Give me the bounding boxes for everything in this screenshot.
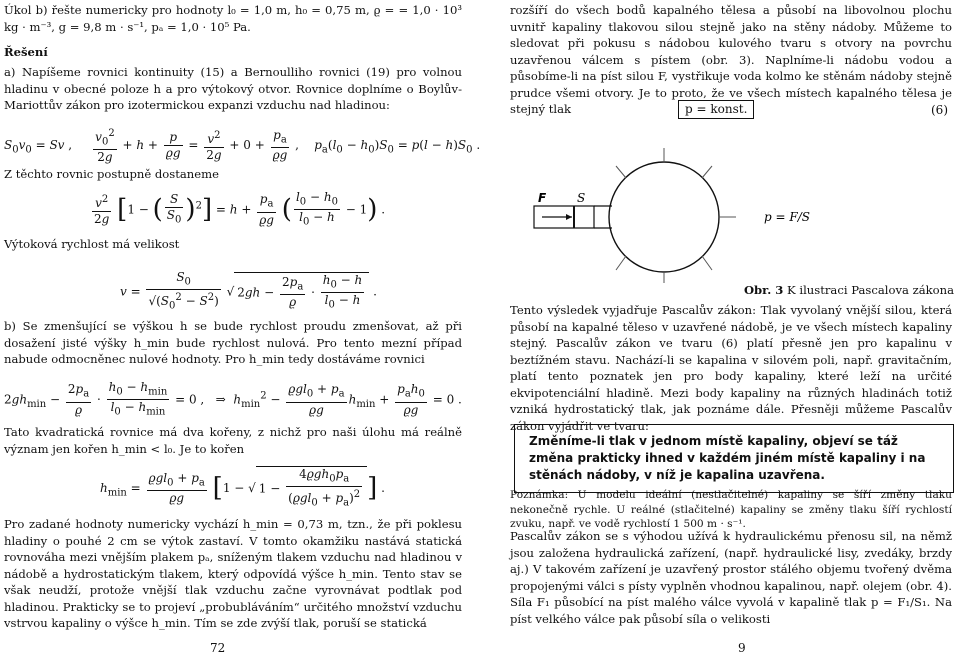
paragraph-a-text: a) Napíšeme rovnici kontinuity (15) a Bernoulliho rovnici (19) pro volnou hladinu v obecné poloze h a pro výtokový otvor. Rovnice doplníme o Boylův-Mariottův zákon pro izotermickou expanzi vzduchu nad hladinou: [4,65,462,112]
figure-caption-text: K ilustraci Pascalova zákona [787,283,954,297]
pascal-equation-box [678,100,754,119]
label-p: p = F/S [764,210,810,224]
equation-6: p = konst. [685,102,748,116]
paragraph-a [4,64,462,114]
figure-caption [514,282,954,299]
hmin-root-equation: $h_{min}$ = $\frac{ϱgl_0 + p_a}{ϱg}$ [1 − √ 1 − $\frac{4ϱgh_0p_a}{(ϱgl_0 + p_a)^2}$ ] . [100,467,385,509]
pascal-law-box-text: Změníme-li tlak v jednom místě kapaliny, objeví se táž změna prakticky ihned v každém jiném místě kapaliny i na stěnách nádoby, v níž je kapalina uzavřena. [529,434,926,482]
equation-6-number: (6) [931,103,948,117]
pascal-law-paragraph [510,302,952,434]
label-S: S [577,191,586,205]
final-paragraph [4,516,462,632]
hmin-equation: $2gh_{min}$ − $\frac{2p_a}{ϱ}$ · $\frac{h_0 - h_{min}}{l_0 - h_{min}}$ = 0 , ⇒ $h_{min}^2$ − $\frac{ϱgl_0 + p_a}{ϱg}$ $h_{min}$ + $\frac{p_ah_0}{ϱg}$ = 0 . [4,380,462,418]
right-page [510,0,960,660]
figure-caption-label: Obr. 3 [743,283,784,297]
paragraph-b [4,318,462,368]
sphere-vessel [609,162,719,272]
label-F: F [538,191,547,205]
final-paragraph-text: Pro zadané hodnoty numericky vychází h_min = 0,73 m, tzn., že při poklesu hladiny o pouhé 2 cm se výtok zastaví. V tomto okamžiku nastává statická rovnováha mezi vnějším plakem pₐ, sníženým tlakem vzduchu nad hladinou v nádobě a hydrostatickým tlakem, který odpovídá výšce h_min. Tento stav se však neudží, protože vnější tlak vzduchu začne vyrovnávat podtlak pod hladinou. Prakticky se to projeví „probubláváním“ určitého množství vzduchu vstrvou kapaliny o výšce h_min. Tím se zde zvýší tlak, poruší se statická [4,517,462,630]
velocity-text: Výtoková rychlost má velikost [4,237,180,251]
velocity-equation: v = $\frac{S_0}{√(S_0^2 - S^2)}$ √ 2gh − $\frac{2p_a}{ϱ}$ · $\frac{h_0 - h}{l_0 - h}$ . [120,270,377,312]
equation-system: $S_0v_0 = Sv$ , $\frac{v_0^2}{2g}$ + h + $\frac{p}{ϱg}$ = $\frac{v^2}{2g}$ + 0 + $\frac{p_a}{ϱg}$ , $p_a(l_0 - h_0)S_0 = p(l - h)S_0$ . [4,128,481,165]
note-text: Poznámka: U modelu ideální (nestlačitelné) kapaliny se šíří změny tlaku nekonečně rychle. U reálné (stlačitelné) kapaliny se změny tlaku šíří rychlostí zvuku, např. ve vodě rychlostí 1 500 m · s⁻¹. [510,489,952,530]
quadratic-text [4,424,462,457]
pascal-law-text: Tento výsledek vyjadřuje Pascalův zákon: Tlak vyvolaný vnější silou, která působí na kapalné těleso v uzavřené nádobě, je ve všech místech kapaliny stejný. Pascalův zákon ve tvaru (6) platí přesně jen pro kapalinu v beztížném stavu. Nachází-li se kapalina v silovém poli, např. gravitačním, platí tento poznatek jen pro body kapaliny, které leží na určité ekvipotenciální hladině. Mezi body kapaliny na různých hladinách totiž vzniká hydrostatický tlak, jak poznáme dále. Přesněji můžeme Pascalův zákon vyjádřit ve tvaru: [510,303,952,433]
step-text: Z těchto rovnic postupně dostaneme [4,167,219,181]
quadratic-text-body: Tato kvadratická rovnice má dva kořeny, z nichž pro naši úlohu má reálně význam jen kořen h_min < l₀. Je to kořen [4,425,462,456]
pascal-sphere-diagram [514,148,954,283]
problem-intro [4,2,462,35]
derived-equation: $\frac{v^2}{2g}$ [1 − ( $\frac{S}{S_0}$ )$^2$] = h + $\frac{p_a}{ϱg}$ ( $\frac{l_0 - h_0}{l_0 - h}$ − 1) . [94,190,386,228]
page-number-left: 72 [210,641,226,655]
figure-pascal-sphere [514,148,954,283]
hydraulic-text: Pascalův zákon se s výhodou užívá k hydraulickému přenosu sil, na němž jsou založena hydraulická zařízení, (např. hydraulické lisy, zvedáky, brzdy aj.) V takovém zařízení je uzavřený prostor stálého objemu tvořený dvěma propojenými válci s písty vyplněn vhodnou kapalinou, např. olejem (obr. 4). Síla F₁ působící na píst malého válce vyvolá v kapalině tlak p = F₁/S₁. Na píst velkého válce pak působí síla o velikosti [510,529,952,626]
intro-text: Úkol b) řešte numericky pro hodnoty l₀ = 1,0 m, h₀ = 0,75 m, ϱ = = 1,0 · 10³ kg · m⁻³, g = 9,8 m · s⁻¹, pₐ = 1,0 · 10⁵ Pa. [4,3,462,34]
right-top-text: rozšíří do všech bodů kapalného tělesa a působí na libovolnou plochu uvnitř kapaliny tlakovou silou stejně jako na stěny nádoby. Můžeme to sledovat při pokusu s nádobou kulového tvaru s otvory na povrchu uzavřenou válcem s pístem (obr. 3). Naplníme-li nádobu vodou a působíme-li na píst silou F, vystřikuje voda kolmo ke stěnám nádoby stejně prudce všemi otvory. Je to proto, že ve všech místech kapalného tělesa je stejný tlak [510,3,952,116]
solution-heading: Řešení [4,45,48,59]
hydraulic-paragraph [510,528,952,627]
paragraph-b-text: b) Se zmenšující se výškou h se bude rychlost proudu zmenšovat, až při dosažení jisté výšky h_min bude rychlost nulová. Pro tento mezní případ nabude odmocněnec nulové hodnoty. Pro h_min tedy dostáváme rovnici [4,319,462,366]
pascal-law-box [514,424,954,493]
note-paragraph [510,488,952,532]
page-number-right: 9 [738,641,746,655]
